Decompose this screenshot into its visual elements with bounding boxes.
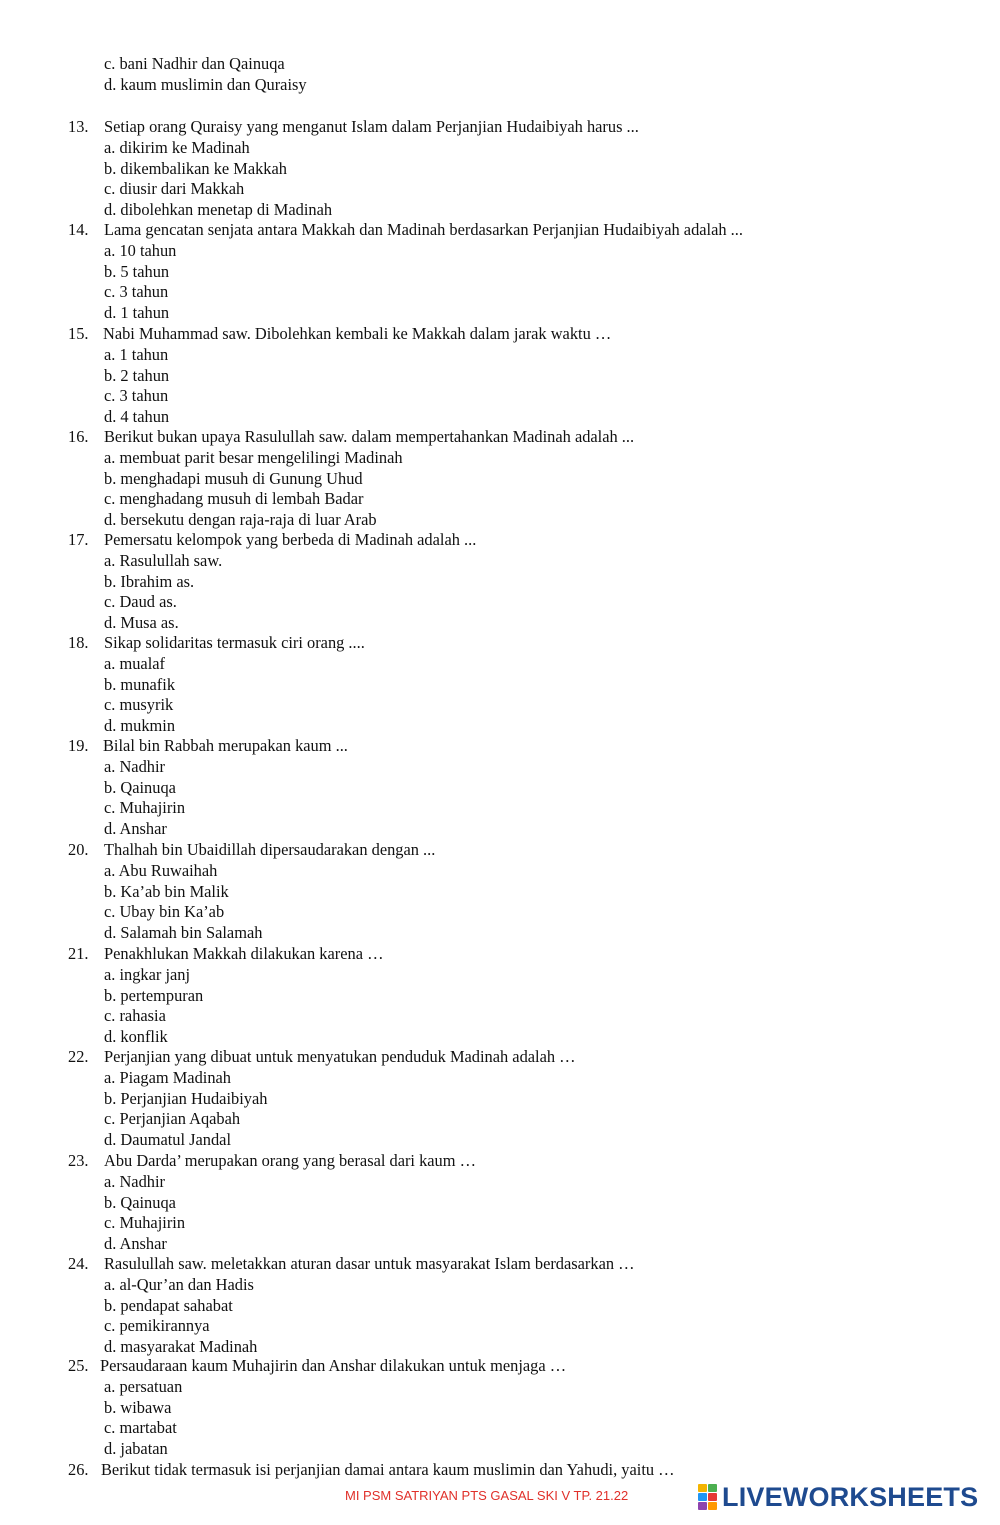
question-text: Abu Darda’ merupakan orang yang berasal dari kaum … xyxy=(104,1151,476,1170)
question-text: Perjanjian yang dibuat untuk menyatukan penduduk Madinah adalah … xyxy=(104,1047,576,1066)
option-item: b. Perjanjian Hudaibiyah xyxy=(104,1088,268,1108)
question-text: Pemersatu kelompok yang berbeda di Madinah adalah ... xyxy=(104,530,477,549)
option-item: c. Muhajirin xyxy=(104,798,186,818)
option-item: b. 5 tahun xyxy=(104,261,170,281)
option-item: d. Anshar xyxy=(104,1234,167,1254)
option-item: c. pemikirannya xyxy=(104,1316,210,1336)
option-item: c. Daud as. xyxy=(104,592,177,612)
question-text: Persaudaraan kaum Muhajirin dan Anshar dilakukan untuk menjaga … xyxy=(100,1356,567,1375)
option-item: a. Abu Ruwaihah xyxy=(104,861,218,880)
footer-caption: MI PSM SATRIYAN PTS GASAL SKI V TP. 21.22 xyxy=(345,1488,629,1503)
option-item: d. Salamah bin Salamah xyxy=(104,923,263,943)
question-text: Sikap solidaritas termasuk ciri orang .... xyxy=(104,633,365,652)
option-item: b. menghadapi musuh di Gunung Uhud xyxy=(104,468,363,488)
option-item: c. martabat xyxy=(104,1418,177,1438)
option-item: d. Daumatul Jandal xyxy=(104,1130,231,1150)
question-text: Berikut bukan upaya Rasulullah saw. dalam mempertahankan Madinah adalah ... xyxy=(104,427,635,446)
liveworksheets-logo-icon xyxy=(698,1484,718,1510)
option-item: a. membuat parit besar mengelilingi Madinah xyxy=(104,448,403,467)
option-item: d. jabatan xyxy=(104,1439,168,1459)
option-item: a. persatuan xyxy=(104,1377,183,1396)
option-item: d. masyarakat Madinah xyxy=(104,1337,258,1357)
option-item: c. diusir dari Makkah xyxy=(104,179,245,199)
question-text: Penakhlukan Makkah dilakukan karena … xyxy=(104,944,384,963)
option-item: b. Ka’ab bin Malik xyxy=(104,881,229,901)
option-item: a. mualaf xyxy=(104,654,165,673)
question-number: 21. xyxy=(68,944,89,963)
option-item: a. Piagam Madinah xyxy=(104,1068,231,1087)
option-item: a. ingkar janj xyxy=(104,965,191,984)
question-number: 15. xyxy=(68,324,89,343)
option-item: d. mukmin xyxy=(104,716,176,736)
question-text: Lama gencatan senjata antara Makkah dan Madinah berdasarkan Perjanjian Hudaibiyah adalah ... xyxy=(104,220,743,239)
option-item: b. Qainuqa xyxy=(104,1192,176,1212)
question-number: 19. xyxy=(68,736,89,755)
option-item: c. menghadang musuh di lembah Badar xyxy=(104,489,364,509)
option-item: b. 2 tahun xyxy=(104,365,170,385)
option-item: a. Rasulullah saw. xyxy=(104,551,223,570)
option-item: a. Nadhir xyxy=(104,757,165,776)
question-number: 16. xyxy=(68,427,89,446)
option-item: c. Muhajirin xyxy=(104,1213,186,1233)
question-number: 14. xyxy=(68,220,89,239)
question-number: 25. xyxy=(68,1356,89,1375)
option-item: b. munafik xyxy=(104,674,176,694)
option-item: a. dikirim ke Madinah xyxy=(104,138,250,157)
question-number: 26. xyxy=(68,1460,89,1479)
question-text: Setiap orang Quraisy yang menganut Islam dalam Perjanjian Hudaibiyah harus ... xyxy=(104,117,639,136)
option-item: c. Perjanjian Aqabah xyxy=(104,1109,241,1129)
question-text: Berikut tidak termasuk isi perjanjian damai antara kaum muslimin dan Yahudi, yaitu … xyxy=(101,1460,675,1479)
option-item: d. konflik xyxy=(104,1027,168,1047)
option-item: c. 3 tahun xyxy=(104,386,169,406)
question-number: 13. xyxy=(68,117,89,136)
option-item: b. pertempuran xyxy=(104,985,204,1005)
question-number: 23. xyxy=(68,1151,89,1170)
question-number: 17. xyxy=(68,530,89,549)
brand-logo[interactable] xyxy=(698,1480,978,1514)
option-item: b. Ibrahim as. xyxy=(104,571,195,591)
option-item: d. dibolehkan menetap di Madinah xyxy=(104,200,333,220)
option-item: d. kaum muslimin dan Quraisy xyxy=(104,75,307,94)
option-item: d. 4 tahun xyxy=(104,407,170,427)
question-number: 24. xyxy=(68,1254,89,1273)
option-item: d. 1 tahun xyxy=(104,303,170,323)
option-item: a. Nadhir xyxy=(104,1172,165,1191)
question-text: Nabi Muhammad saw. Dibolehkan kembali ke Makkah dalam jarak waktu … xyxy=(103,324,612,343)
option-item: b. pendapat sahabat xyxy=(104,1295,233,1315)
option-item: c. bani Nadhir dan Qainuqa xyxy=(104,54,285,73)
option-item: c. Ubay bin Ka’ab xyxy=(104,902,225,922)
option-item: a. al-Qur’an dan Hadis xyxy=(104,1275,254,1294)
option-item: d. Anshar xyxy=(104,819,167,839)
option-item: a. 10 tahun xyxy=(104,241,177,260)
option-item: b. wibawa xyxy=(104,1397,172,1417)
option-item: d. Musa as. xyxy=(104,613,179,633)
option-item: b. dikembalikan ke Makkah xyxy=(104,158,287,178)
question-text: Rasulullah saw. meletakkan aturan dasar untuk masyarakat Islam berdasarkan … xyxy=(104,1254,635,1273)
option-item: b. Qainuqa xyxy=(104,777,176,797)
option-item: a. 1 tahun xyxy=(104,345,169,364)
option-item: d. bersekutu dengan raja-raja di luar Arab xyxy=(104,510,377,530)
question-text: Thalhah bin Ubaidillah dipersaudarakan dengan ... xyxy=(104,840,436,859)
brand-name: LIVEWORKSHEETS xyxy=(722,1481,979,1512)
question-number: 18. xyxy=(68,633,89,652)
option-item: c. rahasia xyxy=(104,1006,166,1026)
question-number: 22. xyxy=(68,1047,89,1066)
question-number: 20. xyxy=(68,840,89,859)
question-text: Bilal bin Rabbah merupakan kaum ... xyxy=(103,736,348,755)
option-item: c. musyrik xyxy=(104,695,174,715)
option-item: c. 3 tahun xyxy=(104,282,169,302)
